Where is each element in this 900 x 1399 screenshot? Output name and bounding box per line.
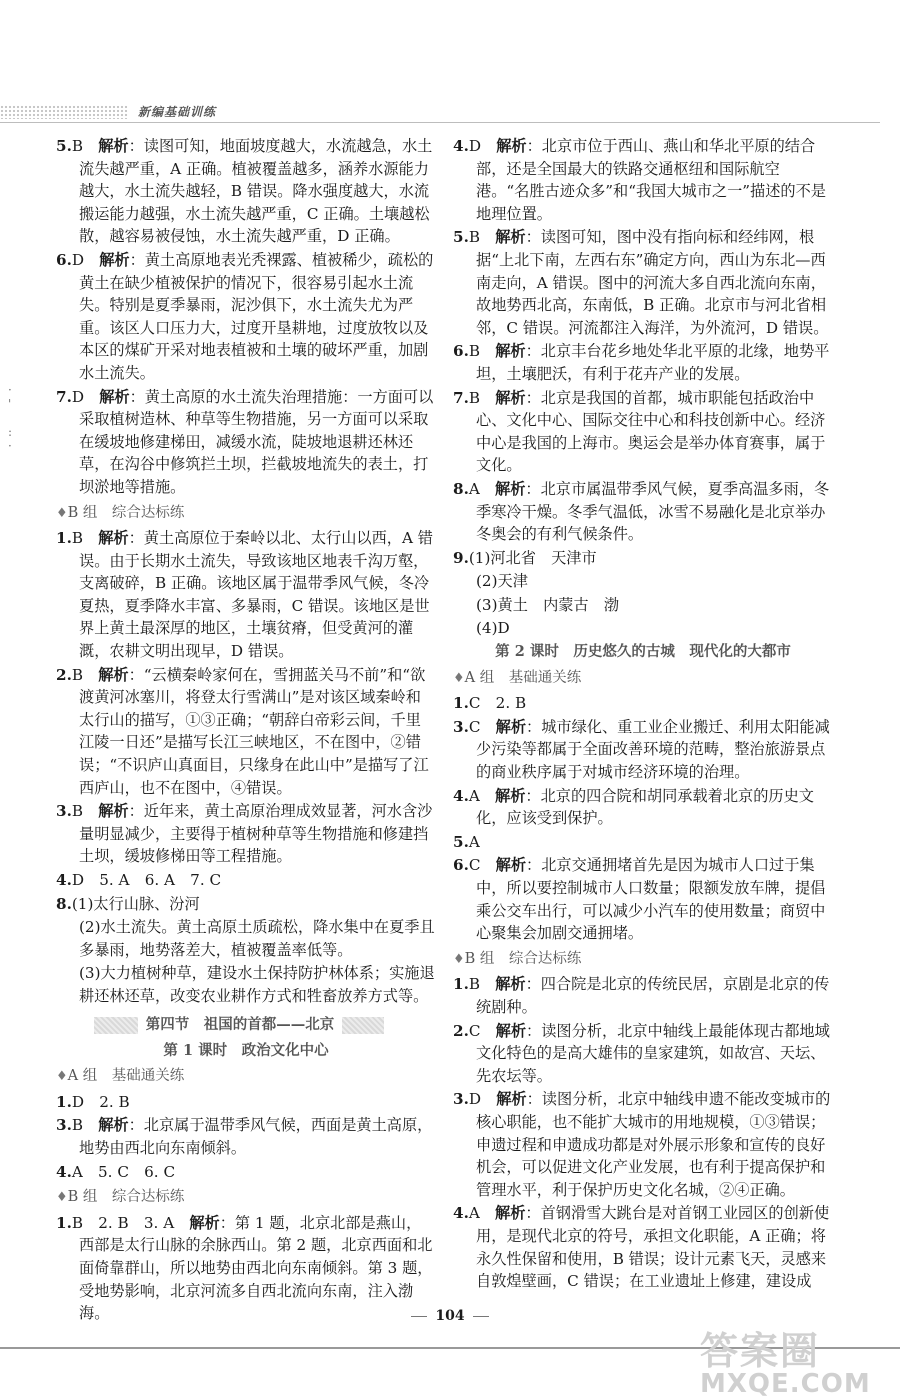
item-number: 3.	[453, 717, 469, 736]
group-title: B 组 综合达标练	[67, 1189, 185, 1206]
analysis-text: ：城市绿化、重工业企业搬迁、利用太阳能减少污染等都属于全面改善环境的范畴，整治旅游景点的商业秩序属于对城市经济环境的治理。	[476, 717, 830, 782]
diamond-icon: ♦	[56, 1069, 68, 1085]
header-title: 新编基础训练	[138, 105, 217, 119]
item-number: 5.	[453, 228, 469, 247]
group-heading	[56, 502, 436, 526]
analysis-text: ：北京市位于西山、燕山和华北平原的结合部，还是全国最大的铁路交通枢纽和国际航空港。“名胜古迹众多”和“我国大城市之一”描述的不是地理位置。	[476, 137, 826, 223]
item-number: 2.	[453, 1021, 469, 1040]
section-title: 第四节 祖国的首都——北京	[138, 1014, 342, 1036]
answer-item	[453, 785, 833, 830]
item-number: 2.	[56, 665, 72, 684]
item-number: 3.	[453, 1090, 469, 1109]
analysis-label: 解析	[495, 975, 526, 994]
answer-item	[453, 716, 833, 784]
diamond-icon: ♦	[56, 505, 68, 521]
answer-item	[453, 1020, 833, 1088]
analysis-text: ：“云横秦岭家何在，雪拥蓝关马不前”和“欲渡黄河冰塞川，将登太行雪满山”是对该区域秦岭和太行山的描写，①③正确；“朝辞白帝彩云间，千里江陵一日还”是描写长江三峡地区，不在图中，②错误；“不识庐山真面目，只缘身在此山中”是描写了江西庐山，也不在图中，④错误。	[79, 665, 429, 797]
group-heading	[453, 948, 833, 972]
item-number: 6.	[56, 250, 72, 269]
item-number: 7.	[56, 387, 72, 406]
analysis-text: ：北京交通拥堵首先是因为城市人口过于集中，所以要控制城市人口数量；限额发放车牌，提倡乘公交车出行，可以减少小汽车的使用数量；商贸中心聚集会加剧交通拥堵。	[476, 856, 826, 943]
analysis-text: ：首钢滑雪大跳台是对首钢工业园区的创新使用，是现代北京的符号，承担文化职能，A 正确；将永久性保留和使用，B 错误；设计元素飞天，灵感来自敦煌壁画，C 错误；在工业遗址上修建，建设成	[476, 1204, 830, 1291]
analysis-text: ：北京市属温带季风气候，夏季高温多雨，冬季寒冷干燥。冬季气温低，冰雪不易融化是北京举办冬奥会的有利气候条件。	[476, 479, 830, 544]
answer-choice: B	[468, 975, 496, 994]
answer-item	[56, 386, 436, 499]
answer-item	[56, 893, 436, 916]
analysis-text: ：黄土高原地表光秃裸露、植被稀少，疏松的黄土在缺少植被保护的情况下，很容易引起水土流失。特别是夏季暴雨，泥沙俱下，水土流失尤为严重。该区人口压力大，过度开垦耕地，过度放牧以及本区的煤矿开采对地表植被和土壤的破坏严重，加剧水土流失。	[79, 250, 434, 382]
analysis-label: 解析	[98, 529, 129, 548]
group-heading	[56, 1186, 436, 1210]
item-number: 5.	[453, 832, 469, 851]
analysis-label: 解析	[495, 228, 526, 247]
header-dot-pattern	[0, 105, 128, 119]
answer-item	[56, 1161, 436, 1184]
analysis-label: 解析	[495, 479, 526, 498]
answer-choice: D	[468, 1090, 497, 1109]
answer-item	[453, 135, 833, 225]
sub-answer: (2)水土流失。黄土高原土质疏松，降水集中在夏季且多暴雨，地势落差大，植被覆盖率低等。	[79, 918, 435, 959]
footer-dash-right	[473, 1316, 489, 1317]
sub-answer: (3)大力植树种草，建设水土保持防护林体系；实施退耕还林还草，改变农业耕作方式和牲畜放养方式等。	[79, 964, 435, 1005]
analysis-text: ：读图分析，北京中轴线申遗不能改变城市的核心职能，也不能扩大城市的用地规模，①③错误；申遗过程和申遗成功都是对外展示形象和宣传的良好机会，可以促进文化产业发展，也有利于提高保护和管理水平，利于保护历史文化名城，②④正确。	[476, 1090, 831, 1199]
analysis-label: 解析	[98, 665, 129, 684]
item-number: 3.	[56, 1116, 72, 1135]
left-column	[56, 135, 436, 1326]
item-number: 4.	[453, 786, 469, 805]
item-number: 7.	[453, 388, 469, 407]
item-number: 4.	[56, 871, 72, 889]
analysis-text: (1)河北省 天津市	[468, 548, 597, 567]
analysis-label: 解析	[98, 1116, 129, 1135]
analysis-text: ：黄土高原的水土流失治理措施：一方面可以采取植树造林、种草等生物措施，另一方面可以采取在缓坡地修建梯田，减缓水流，陡坡地退耕还林还草，在沟谷中修筑拦土坝，拦截坡地流失的表土，打坝淤地等措施。	[79, 387, 434, 496]
answer-choice: B	[71, 529, 99, 548]
right-column	[453, 135, 833, 1294]
answer-item	[453, 1202, 833, 1292]
answer-text: C 2. B	[468, 694, 527, 713]
analysis-text: ：四合院是北京的传统民居，京剧是北京的传统剧种。	[476, 975, 830, 1016]
answer-item	[453, 831, 833, 854]
diamond-icon: ♦	[56, 1190, 68, 1206]
answer-choice: B	[71, 137, 99, 155]
answer-item	[453, 1088, 833, 1201]
analysis-text: ：读图可知，地面坡度越大，水流越急，水土流失越严重，A 正确。植被覆盖越多，涵养水源能力越大，水土流失越轻，B 错误。降水强度越大，水流搬运能力越强，水土流失越严重，C 正确。土壤越松散，越容易被侵蚀，水土流失越严重，D 正确。	[79, 137, 433, 246]
answer-choice: B	[468, 388, 496, 407]
margin-marks: · ' : ·	[8, 383, 13, 453]
answer-text: A 5. C 6. C	[71, 1162, 176, 1181]
answer-choice: B	[468, 342, 496, 361]
analysis-label: 解析	[495, 786, 526, 805]
answer-item	[453, 973, 833, 1018]
analysis-text: ：北京属于温带季风气候，西面是黄土高原，地势由西北向东南倾斜。	[79, 1116, 433, 1157]
answer-choice: B	[71, 1116, 99, 1135]
analysis-text: (1)太行山脉、汾河	[71, 894, 200, 913]
item-number: 1.	[453, 975, 469, 994]
analysis-label: 解析	[495, 388, 526, 407]
analysis-text: ：第 1 题，北京北部是燕山，西部是太行山脉的余脉西山。第 2 题，北京西面和北面倚靠群山，所以地势由西北向东南倾斜。第 3 题，受地势影响，北京河流多自西北流向东南，注入渤海。	[79, 1213, 433, 1323]
answer-item	[453, 226, 833, 339]
watermark-line2: MXQE.COM	[700, 1369, 871, 1399]
answer-choice: D	[71, 250, 100, 269]
analysis-text: ：读图可知，图中没有指向标和经纬网，根据“上北下南，左西右东”确定方向，西山为东北—西南走向，A 错误。图中的河流大多自西北流向东南，故地势西北高，东南低，B 正确。北京市与河北省相邻，C 错误。河流都注入海洋，为外流河，D 错误。	[476, 228, 829, 337]
answer-item	[453, 547, 833, 570]
item-number: 1.	[453, 694, 469, 713]
sub-answer: (3)黄土 内蒙古 渤	[476, 595, 620, 614]
answer-choice: A	[468, 479, 496, 498]
analysis-text: ：近年来，黄土高原治理成效显著，河水含沙量明显减少，主要得于植树种草等生物措施和修建挡土坝，缓坡修梯田等工程措施。	[79, 802, 433, 866]
lesson-title: 第 2 课时 历史悠久的古城 现代化的大都市	[495, 643, 791, 661]
answer-choice: B	[468, 228, 496, 247]
answer-choice: C	[468, 717, 496, 736]
item-number: 8.	[453, 479, 469, 498]
answer-choice: C	[468, 856, 496, 875]
item-number: 4.	[453, 1204, 469, 1223]
item-number: 6.	[453, 342, 469, 361]
answer-item	[56, 800, 436, 868]
answer-choice: A	[468, 1204, 496, 1223]
group-title: B 组 综合达标练	[464, 950, 582, 967]
group-title: A 组 基础通关练	[67, 1068, 185, 1085]
answer-item	[56, 869, 436, 892]
answer-item	[453, 854, 833, 944]
answer-choice: D	[468, 137, 497, 155]
answer-item	[56, 664, 436, 800]
diamond-icon: ♦	[453, 951, 465, 967]
analysis-label: 解析	[495, 1204, 526, 1223]
diamond-icon: ♦	[453, 670, 465, 686]
sub-answer: (2)天津	[476, 572, 528, 591]
analysis-label: 解析	[99, 387, 130, 406]
analysis-label: 解析	[495, 856, 527, 875]
answer-choice: B	[71, 802, 99, 821]
item-number: 6.	[453, 856, 469, 875]
answer-item	[56, 1114, 436, 1159]
answer-item	[453, 692, 833, 715]
analysis-text: ：北京是我国的首都，城市职能包括政治中心、文化中心、国际交往中心和科技创新中心。经济中心是我国的上海市。奥运会是举办体育赛事，属于文化。	[476, 388, 826, 475]
page-number: 104	[435, 1308, 465, 1324]
answer-text: A	[468, 832, 480, 851]
group-heading	[453, 667, 833, 691]
analysis-label: 解析	[99, 250, 130, 269]
answer-item	[56, 527, 436, 663]
group-title: A 组 基础通关练	[464, 669, 582, 686]
watermark-line1: 答案圈	[700, 1329, 821, 1373]
page-header	[0, 100, 900, 124]
analysis-text: ：北京丰台花乡地处华北平原的北缘，地势平坦，土壤肥沃，有利于花卉产业的发展。	[476, 342, 830, 383]
answer-item	[453, 340, 833, 385]
analysis-label: 解析	[98, 802, 129, 821]
answer-choice: B	[71, 665, 99, 684]
analysis-label: 解析	[495, 717, 527, 736]
section-banner	[94, 1014, 384, 1036]
item-number: 5.	[56, 137, 72, 155]
analysis-label: 解析	[496, 1090, 527, 1109]
item-number: 1.	[56, 529, 72, 548]
header-rule	[0, 122, 880, 123]
analysis-label: 解析	[98, 137, 129, 155]
answer-choice: C	[468, 1021, 496, 1040]
answer-item	[56, 249, 436, 385]
answer-item	[56, 135, 436, 248]
analysis-text: ：读图分析，北京中轴线上最能体现古都地域文化特色的是高大雄伟的皇家建筑，如故宫、天坛、先农坛等。	[476, 1021, 830, 1085]
lesson-title: 第 1 课时 政治文化中心	[163, 1041, 329, 1059]
answer-item	[453, 478, 833, 546]
answer-choice: A	[468, 786, 496, 805]
group-heading	[56, 1065, 436, 1089]
sub-answer: (4)D	[476, 619, 510, 638]
analysis-label: 解析	[495, 342, 526, 361]
answer-choice: D	[71, 387, 100, 406]
watermark	[700, 1320, 871, 1399]
analysis-label: 解析	[496, 137, 527, 155]
answer-item	[453, 387, 833, 477]
item-number: 9.	[453, 548, 469, 567]
analysis-label: 解析	[189, 1213, 220, 1232]
analysis-text: ：北京的四合院和胡同承载着北京的历史文化，应该受到保护。	[476, 786, 814, 828]
answer-text: D 2. B	[71, 1092, 130, 1111]
item-number: 1.	[56, 1213, 72, 1232]
item-number: 4.	[56, 1162, 72, 1181]
item-number: 3.	[56, 802, 72, 821]
answer-text: D 5. A 6. A 7. C	[71, 871, 222, 889]
item-number: 1.	[56, 1092, 72, 1111]
item-number: 8.	[56, 894, 72, 913]
item-number: 4.	[453, 137, 469, 155]
answer-choice: B 2. B 3. A	[71, 1213, 190, 1232]
analysis-text: ：黄土高原位于秦岭以北、太行山以西，A 错误。由于长期水土流失，导致该地区地表千沟万壑，支离破碎，B 正确。该地区属于温带季风气候，冬冷夏热，夏季降水丰富、多暴雨，C 错误。该地区是世界上黄土最深厚的地区，土壤贫瘠，但受黄河的灌溉，农耕文明出现早，D 错误。	[79, 529, 433, 661]
footer-dash-left	[411, 1316, 427, 1317]
analysis-label: 解析	[495, 1021, 527, 1040]
group-title: B 组 综合达标练	[67, 504, 185, 521]
answer-item	[56, 1091, 436, 1114]
